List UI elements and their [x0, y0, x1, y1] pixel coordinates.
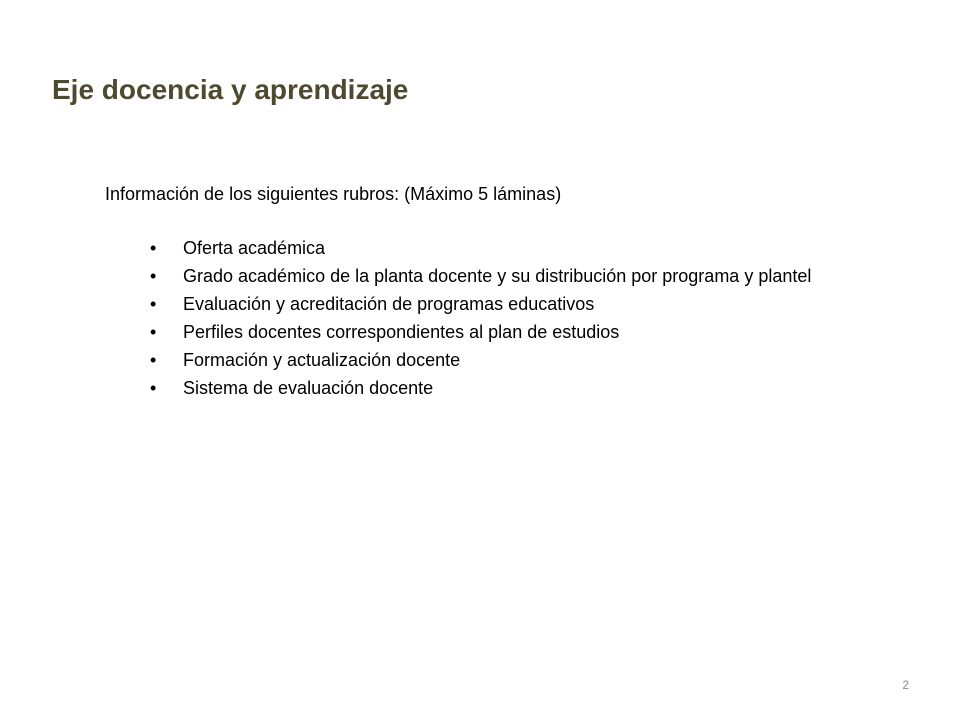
- bullet-icon: •: [150, 350, 157, 370]
- bullet-text: Oferta académica: [183, 238, 326, 258]
- intro-text: Información de los siguientes rubros: (Máximo 5 láminas): [105, 184, 562, 204]
- bullet-icon: •: [150, 378, 157, 398]
- bullet-text: Sistema de evaluación docente: [183, 378, 434, 398]
- page-number: 2: [902, 678, 909, 692]
- bullet-text: Grado académico de la planta docente y su distribución por programa y plantel: [183, 266, 812, 286]
- bullet-item: [150, 318, 830, 346]
- slide-title: Eje docencia y aprendizaje: [52, 74, 409, 105]
- bullet-text: Formación y actualización docente: [183, 350, 461, 370]
- bullet-list: [150, 234, 830, 402]
- bullet-item: [150, 346, 830, 374]
- bullet-item: [150, 262, 830, 290]
- bullet-item: [150, 290, 830, 318]
- bullet-text: Perfiles docentes correspondientes al plan de estudios: [183, 322, 620, 342]
- bullet-icon: •: [150, 322, 157, 342]
- bullet-text: Evaluación y acreditación de programas educativos: [183, 294, 595, 314]
- bullet-icon: •: [150, 266, 157, 286]
- bullet-item: [150, 234, 830, 262]
- bullet-icon: •: [150, 238, 157, 258]
- bullet-item: [150, 374, 830, 402]
- bullet-icon: •: [150, 294, 157, 314]
